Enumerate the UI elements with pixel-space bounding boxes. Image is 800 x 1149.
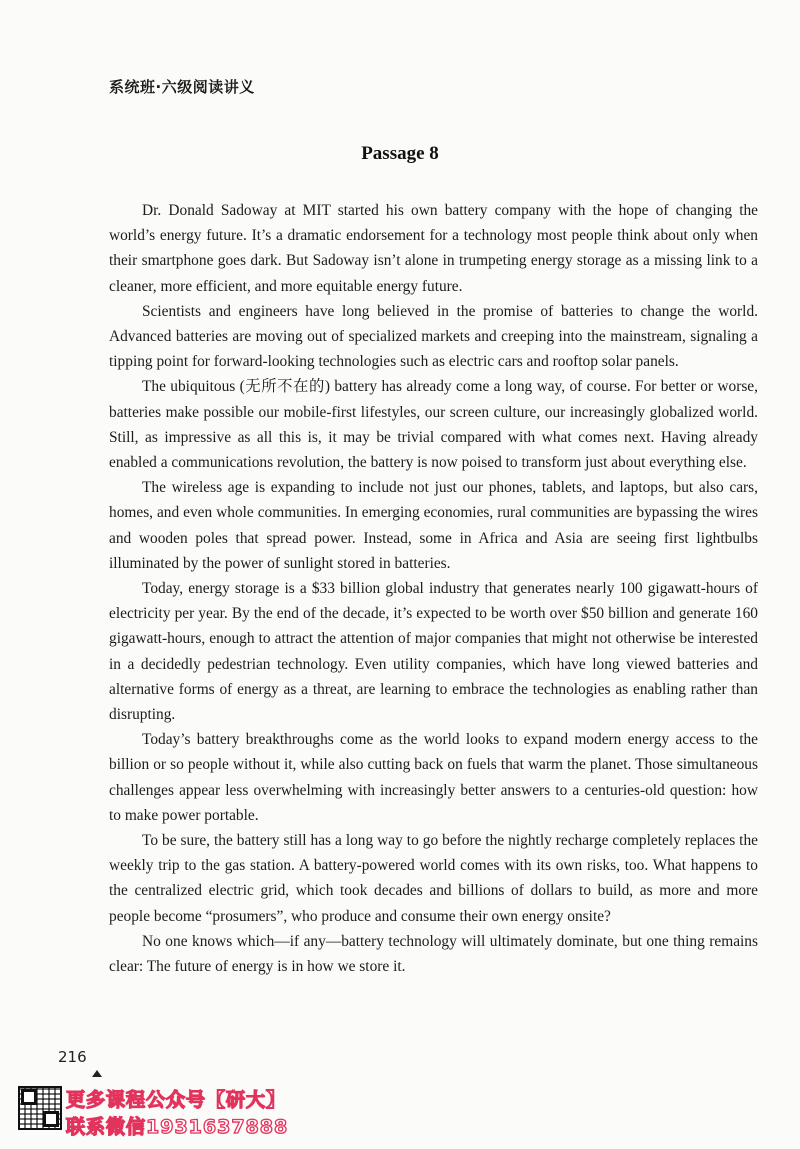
passage-body [109,198,758,979]
paragraph-8: No one knows which—if any—battery technology will ultimately dominate, but one thing remains clear: The future of energy is in how we store it. [109,932,758,976]
paragraph-4: The wireless age is expanding to include not just our phones, tablets, and laptops, but also cars, homes, and even whole communities. In emerging economies, rural communities are bypassing the wires and wooden poles that spread power. Instead, some in Africa and Asia are seeing first lightbulbs illuminated by the power of sunlight stored in batteries. [109,479,758,572]
watermark-line-1: 更多课程公众号【研大】 [66,1089,287,1111]
paragraph-1: Dr. Donald Sadoway at MIT started his own battery company with the hope of changing the world’s energy future. It’s a dramatic endorsement for a technology most people think about only when their smartphone goes dark. But Sadoway isn’t alone in trumpeting energy storage as a missing link to a cleaner, more efficient, and more equitable energy future. [109,202,758,295]
paragraph-6: Today’s battery breakthroughs come as the world looks to expand modern energy access to the billion or so people without it, while also cutting back on fuels that warm the planet. Those simultaneous challenges appear less overwhelming with increasingly better answers to a centuries-old question: how to make power portable. [109,731,758,824]
page-number: 216 [58,1048,87,1066]
paragraph-2: Scientists and engineers have long believed in the promise of batteries to change the world. Advanced batteries are moving out of specialized markets and creeping into the mainstream, signaling a tipping point for forward-looking technologies such as electric cars and rooftop solar panels. [109,302,758,371]
running-header: 系统班·六级阅读讲义 [109,78,255,96]
paragraph-3: The ubiquitous (无所不在的) battery has already come a long way, of course. For better or worse, batteries make possible our mobile-first lifestyles, our screen culture, our increasingly globalized world. Still, as impressive as all this is, it may be trivial compared with what comes next. Having already enabled a communications revolution, the battery is now poised to transform just about everything else. [109,378,758,472]
qr-code-icon [18,1086,62,1130]
watermark-line-2: 联系微信1931637888 [66,1116,289,1138]
paragraph-7: To be sure, the battery still has a long way to go before the nightly recharge completely replaces the weekly trip to the gas station. A battery-powered world comes with its own risks, too. What happens to the centralized electric grid, which took decades and billions of dollars to build, as more and more people become “prosumers”, who produce and consume their own energy onsite? [109,832,758,925]
passage-title: Passage 8 [361,143,439,164]
paragraph-5: Today, energy storage is a $33 billion global industry that generates nearly 100 gigawatt-hours of electricity per year. By the end of the decade, it’s expected to be worth over $50 billion and generate 160 gigawatt-hours, enough to attract the attention of major companies that might not otherwise be interested in a decidedly pedestrian technology. Even utility companies, which have long viewed batteries and alternative forms of energy as a threat, are learning to embrace the technologies as enabling rather than disrupting. [109,580,758,724]
caret-up-icon [92,1070,102,1077]
